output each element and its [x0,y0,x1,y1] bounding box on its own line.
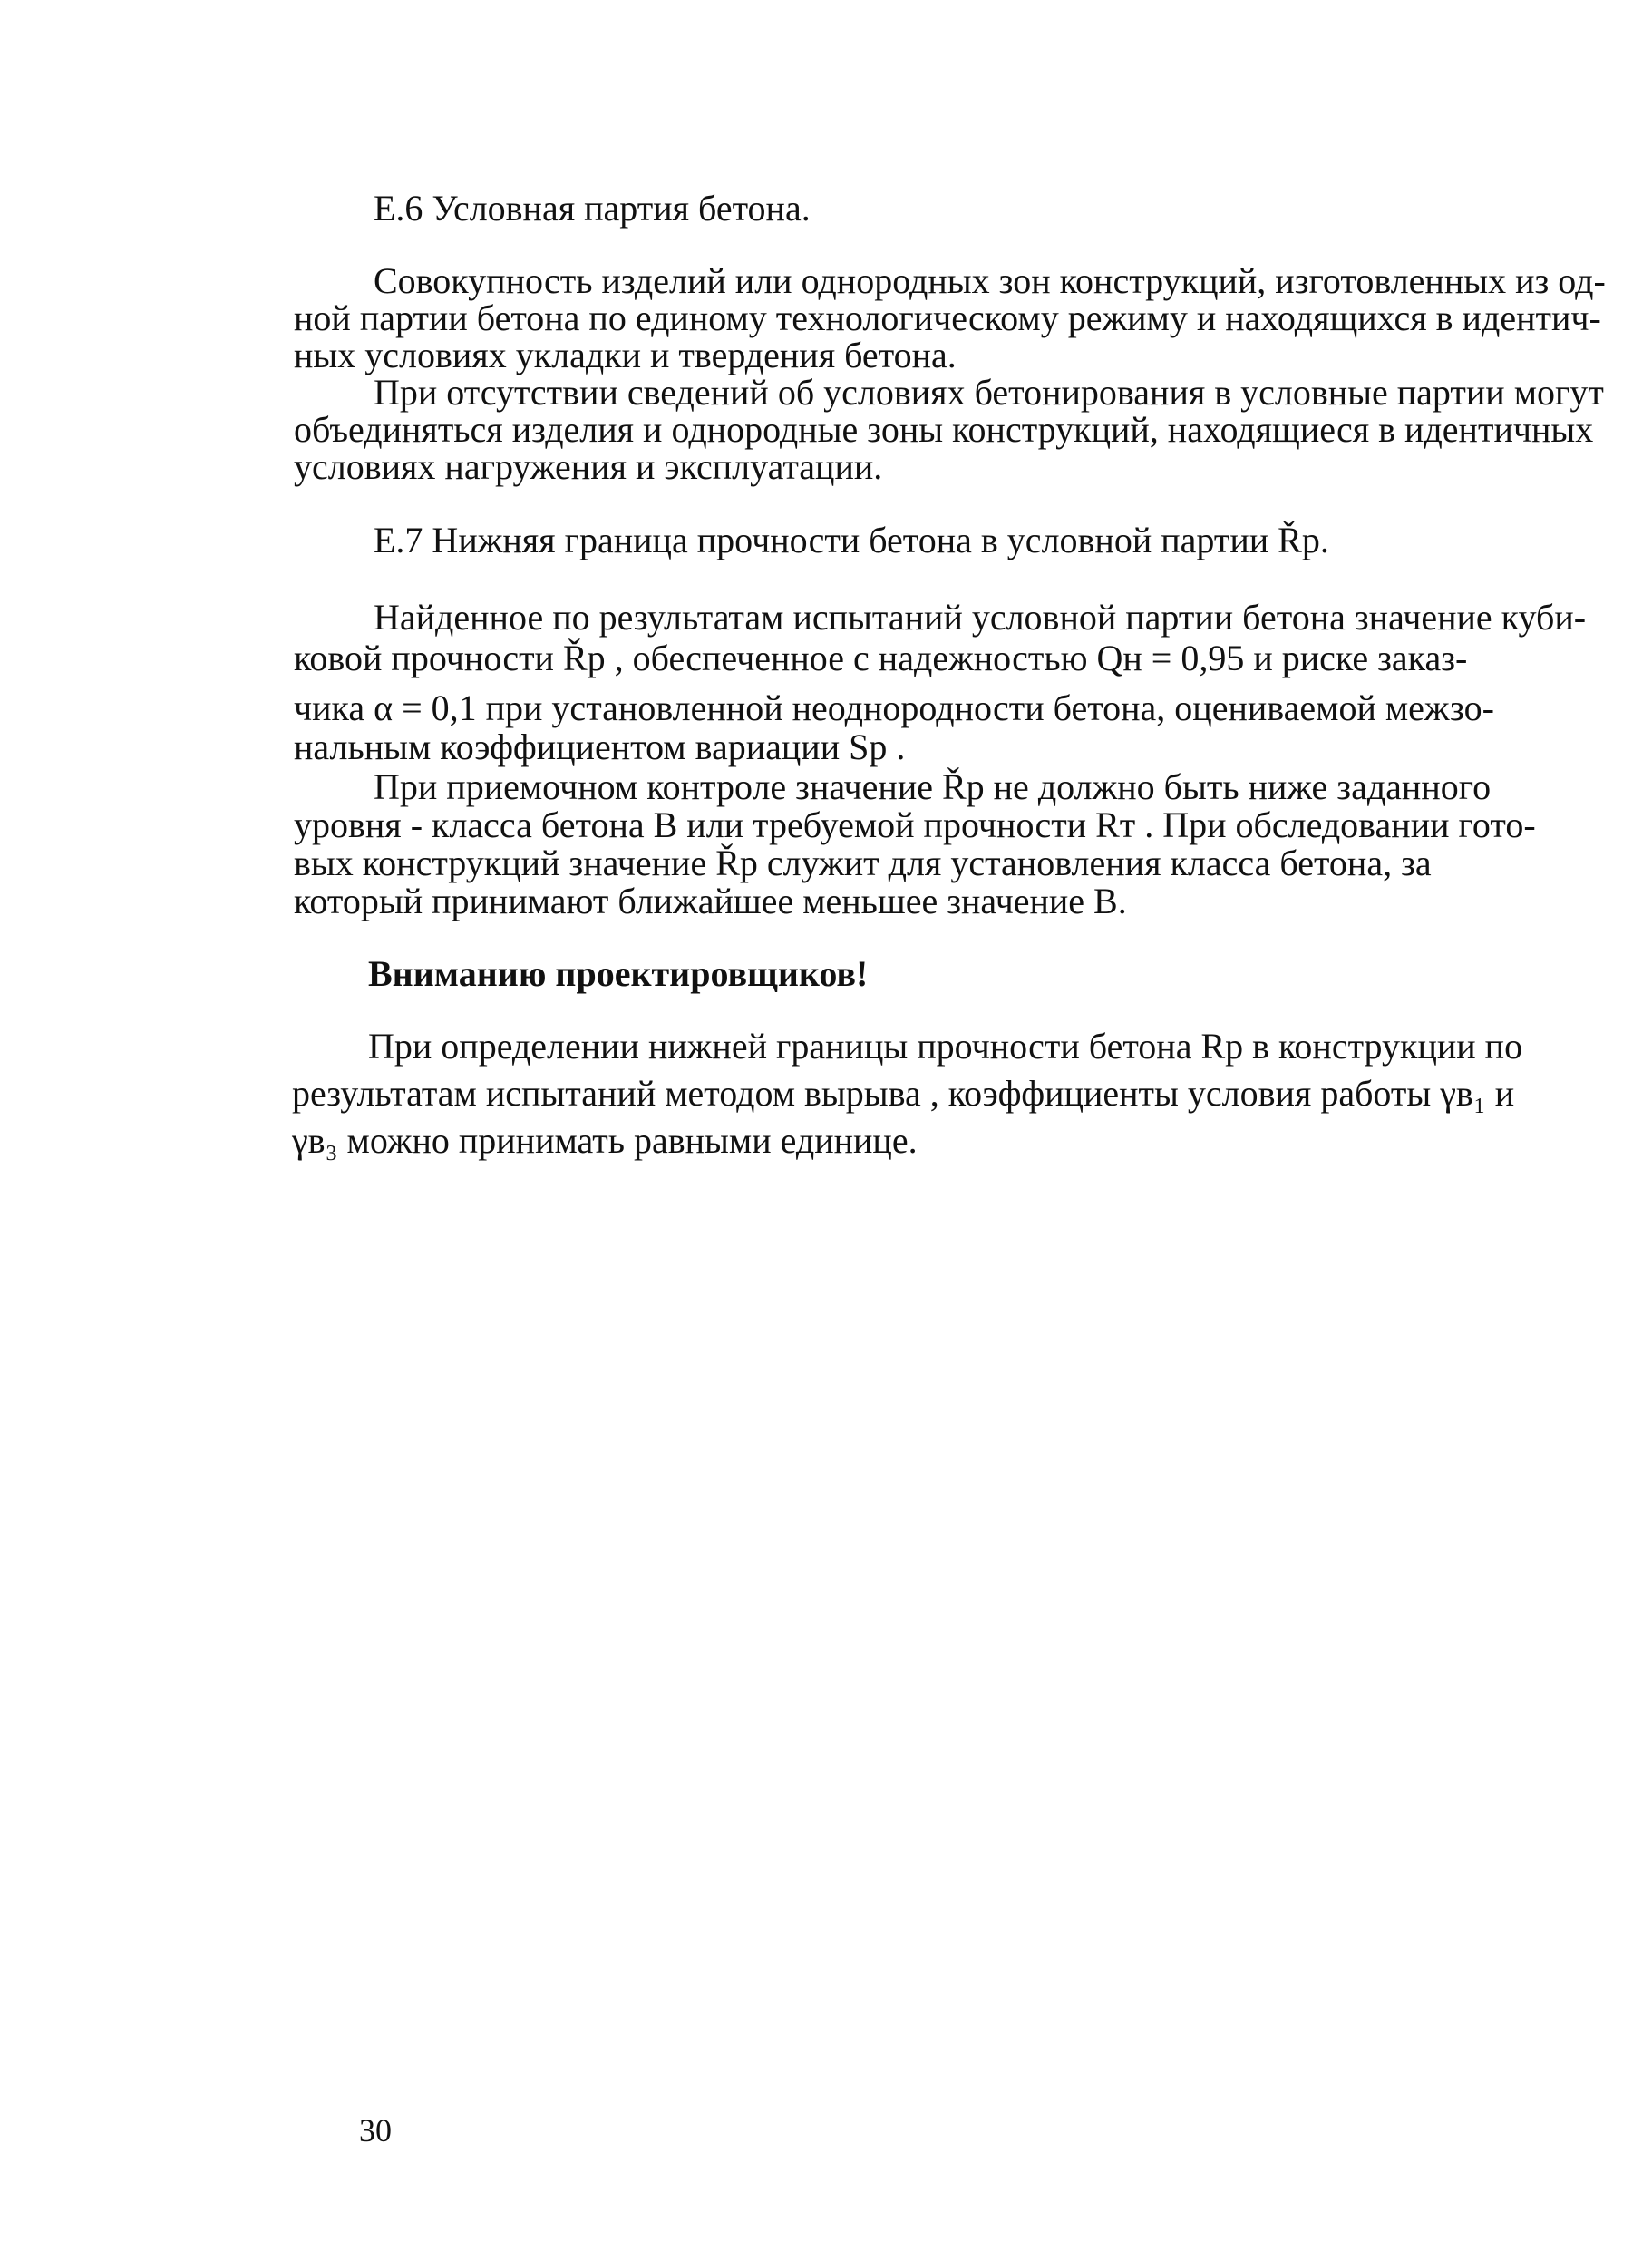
e7-paragraph-2-line-4: который принимают ближайшее меньшее значение В. [294,881,1127,921]
e7-paragraph-1-line-2: ковой прочности Řр , обеспеченное с надежностью Qн = 0,95 и риске заказ- [294,638,1468,678]
e6-paragraph-2-line-3: условиях нагружения и эксплуатации. [294,446,883,487]
page-number: 30 [359,2112,392,2149]
e6-paragraph-1-line-2: ной партии бетона по единому технологическому режиму и находящихся в идентич- [294,297,1601,338]
notice-paragraph-line-1: При определении нижней границы прочности бетона Rр в конструкции по [368,1026,1523,1067]
section-e7-heading: Е.7 Нижняя граница прочности бетона в условной партии Řр. [374,520,1329,560]
designers-notice-heading: Вниманию проектировщиков! [368,953,869,994]
e7-paragraph-2-line-2: уровня - класса бетона В или требуемой прочности Rт . При обследовании гото- [294,804,1536,845]
e6-paragraph-2-line-1: При отсутствии сведений об условиях бетонирования в условные партии могут [374,372,1604,413]
notice-paragraph-line-2: результатам испытаний методом вырыва , коэффициенты условия работы γв₁ и [292,1073,1515,1114]
e7-paragraph-2-line-1: При приемочном контроле значение Řр не должно быть ниже заданного [374,766,1492,807]
e7-paragraph-1-line-4: нальным коэффициентом вариации Sр . [294,726,906,767]
e6-paragraph-2-line-2: объединяться изделия и однородные зоны конструкций, находящиеся в идентичных [294,409,1594,450]
section-e6-heading: Е.6 Условная партия бетона. [374,188,811,229]
e6-paragraph-1-line-1: Совокупность изделий или однородных зон конструкций, изготовленных из од- [374,260,1606,301]
e6-paragraph-1-line-3: ных условиях укладки и твердения бетона. [294,335,957,375]
notice-paragraph-line-3: γв₃ можно принимать равными единице. [292,1120,918,1161]
e7-paragraph-1-line-1: Найденное по результатам испытаний условной партии бетона значение куби- [374,597,1587,638]
e7-paragraph-2-line-3: вых конструкций значение Řр служит для установления класса бетона, за [294,843,1432,883]
e7-paragraph-1-line-3: чика α = 0,1 при установленной неоднородности бетона, оцениваемой межзо- [294,687,1494,728]
